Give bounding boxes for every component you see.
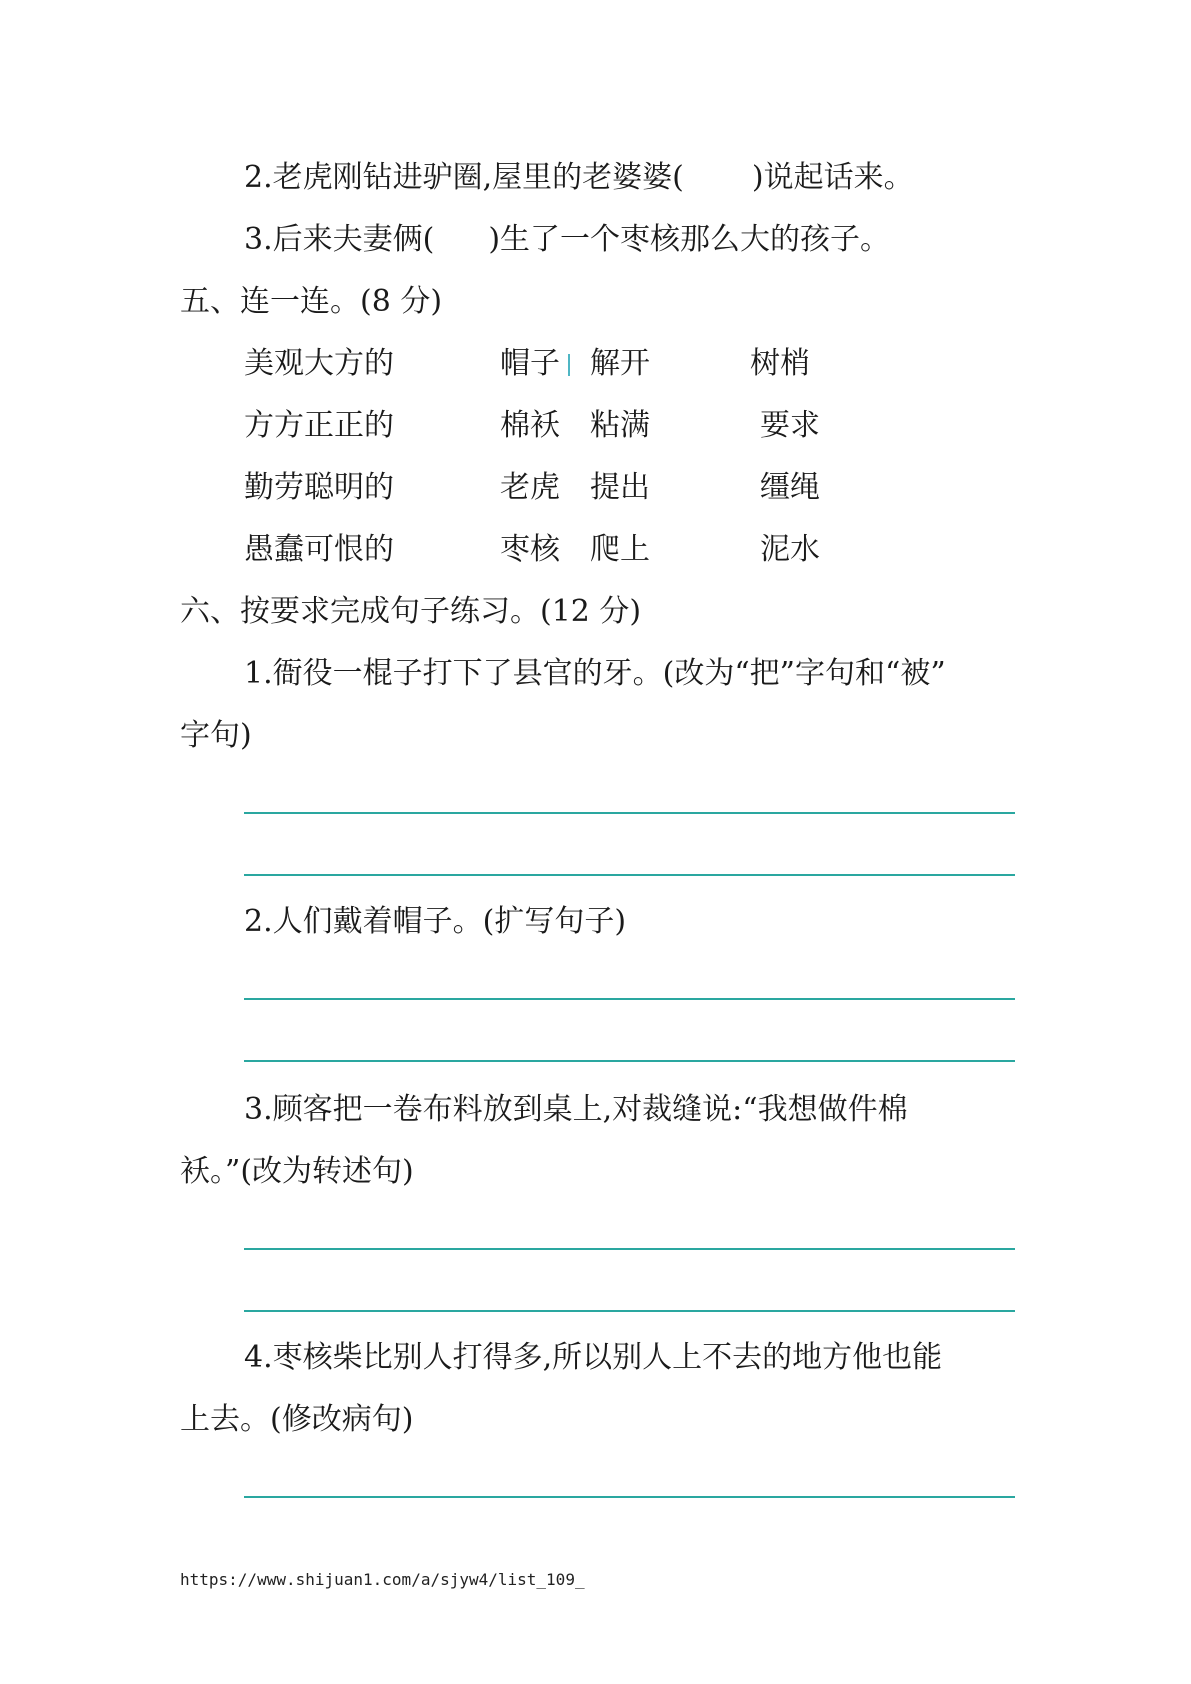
answer-line[interactable]: [244, 812, 1015, 814]
match-item[interactable]: 提出: [590, 470, 650, 505]
answer-line[interactable]: [244, 998, 1015, 1000]
answer-line[interactable]: [244, 1060, 1015, 1062]
match-item[interactable]: 要求: [760, 408, 820, 443]
s6-q1-line2: 字句): [180, 718, 252, 753]
s6-q1-line1: 1.衙役一棍子打下了县官的牙。(改为“把”字句和“被”: [244, 656, 946, 691]
s6-q4-line1: 4.枣核柴比别人打得多,所以别人上不去的地方他也能: [244, 1340, 943, 1375]
match-item[interactable]: 爬上: [590, 532, 650, 567]
match-item[interactable]: 枣核: [500, 532, 560, 567]
section6-title: 六、按要求完成句子练习。(12 分): [180, 594, 642, 629]
match-item[interactable]: 解开: [590, 346, 650, 381]
answer-line[interactable]: [244, 874, 1015, 876]
q4-item-2-before: 2.老虎刚钻进驴圈,屋里的老婆婆(: [244, 160, 684, 195]
answer-line[interactable]: [244, 1310, 1015, 1312]
s6-q4-line2: 上去。(修改病句): [180, 1402, 414, 1437]
match-item[interactable]: 泥水: [760, 532, 820, 567]
match-item[interactable]: 棉袄: [500, 408, 560, 443]
match-item[interactable]: 美观大方的: [244, 346, 394, 381]
section5-title: 五、连一连。(8 分): [180, 284, 443, 319]
match-item[interactable]: 老虎: [500, 470, 560, 505]
match-item[interactable]: 愚蠢可恨的: [244, 532, 394, 567]
q4-item-2-after: )说起话来。: [751, 160, 914, 195]
s6-q2: 2.人们戴着帽子。(扩写句子): [244, 904, 627, 939]
q4-item-2: [244, 158, 914, 198]
footer-url[interactable]: https://www.shijuan1.com/a/sjyw4/list_109_: [180, 1570, 585, 1589]
s6-q3-line1: 3.顾客把一卷布料放到桌上,对裁缝说:“我想做件棉: [244, 1092, 908, 1127]
q4-item-3-after: )生了一个枣核那么大的孩子。: [488, 222, 891, 257]
s6-q3-line2: 袄。”(改为转述句): [180, 1154, 414, 1189]
match-col-objects: [750, 344, 820, 592]
q4-item-3-before: 3.后来夫妻俩(: [244, 222, 435, 257]
match-item[interactable]: 勤劳聪明的: [244, 470, 394, 505]
match-item[interactable]: 方方正正的: [244, 408, 394, 443]
match-item[interactable]: 粘满: [590, 408, 650, 443]
match-item[interactable]: 帽子: [500, 346, 560, 381]
answer-line[interactable]: [244, 1248, 1015, 1250]
match-col-adjectives: [244, 344, 394, 592]
match-item[interactable]: 树梢: [750, 346, 810, 381]
match-col-nouns: [500, 344, 560, 592]
answer-line[interactable]: [244, 1496, 1015, 1498]
q4-item-3: [244, 220, 890, 260]
text-cursor-mark: [568, 354, 570, 376]
match-col-verbs: [590, 344, 650, 592]
match-item[interactable]: 缰绳: [760, 470, 820, 505]
